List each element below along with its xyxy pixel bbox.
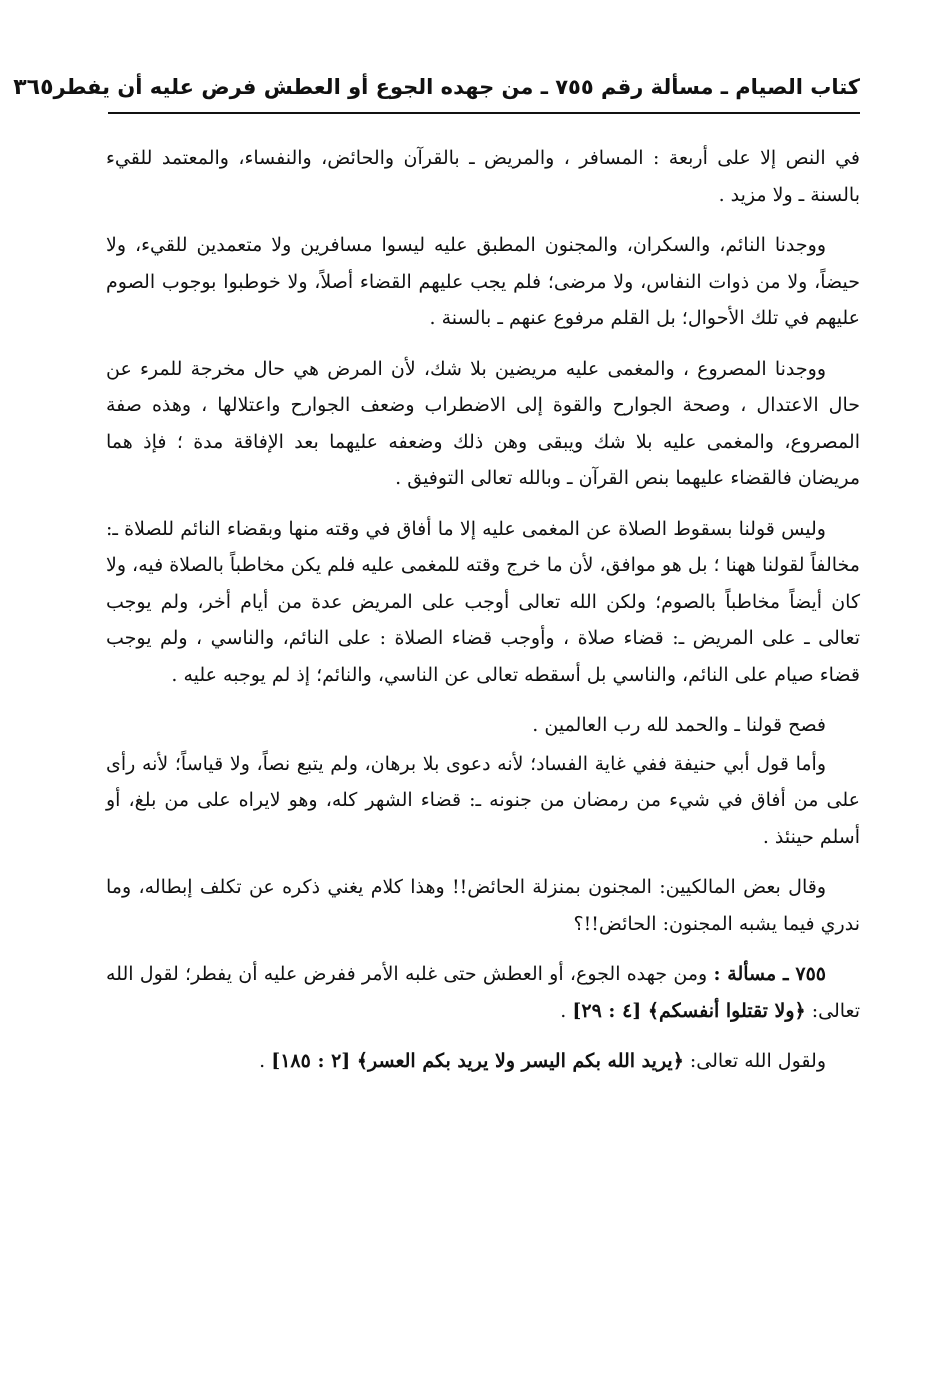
paragraph-7: وقال بعض المالكيين: المجنون بمنزلة الحائض!! وهذا كلام يغني ذكره عن تكلف إبطاله، وما ندري فيما يشبه المجنون: الحائض!!؟ xyxy=(106,876,860,935)
issue-label: ٧٥٥ ـ مسألة : xyxy=(713,963,826,985)
page-number: ٣٦٥ xyxy=(13,74,54,100)
closing-text: ولقول الله تعالى: xyxy=(683,1050,826,1072)
issue-text-end: . xyxy=(560,999,573,1022)
quran-verse-1: ﴿ولا تقتلوا أنفسكم﴾ [٤ : ٢٩] xyxy=(572,999,806,1022)
paragraph-5: فصح قولنا ـ والحمد لله رب العالمين . xyxy=(532,714,826,736)
closing-text-end: . xyxy=(259,1050,272,1072)
page-header xyxy=(13,62,860,114)
paragraph-1: في النص إلا على أربعة : المسافر ، والمريض ـ بالقرآن والحائض، والنفساء، والمعتمد للقيء بالسنة ـ ولا مزيد . xyxy=(106,147,860,206)
paragraph-3: ووجدنا المصروع ، والمغمى عليه مريضين بلا شك، لأن المرض هي حال مخرجة للمرء عن حال الاعتدال ، وصحة الجوارح والقوة إلى الاضطراب وضعف الجوارح واعتلالها ، وهذه صفة المصروع، والمغمى عليه بلا شك ويبقى وهن ذلك وضعفه عليهما بعد الإفاقة مدة ؛ فإذ هما مريضان فالقضاء عليهما بنص القرآن ـ وبالله تعالى التوفيق . xyxy=(106,357,860,489)
closing-paragraph xyxy=(106,1043,860,1080)
paragraph-6: وأما قول أبي حنيفة ففي غاية الفساد؛ لأنه دعوى بلا برهان، ولم يتبع نصاً، ولا قياساً؛ لأنه رأى على من أفاق في شيء من رمضان من جنونه ـ: قضاء الشهر كله، وهو لايراه على من بلغ، أو أسلم حينئذ . xyxy=(106,752,860,848)
issue-paragraph xyxy=(106,956,860,1029)
paragraph-2: ووجدنا النائم، والسكران، والمجنون المطبق عليه ليسوا مسافرين ولا متعمدين للقيء، ولا حيضاً، ولا من ذوات النفاس، ولا مرضى؛ فلم يجب عليهم القضاء أصلاً، ولا خوطبوا بوجوب الصوم عليهم في تلك الأحوال؛ بل القلم مرفوع عنهم ـ بالسنة . xyxy=(106,234,861,329)
issue-text: ومن جهده الجوع، أو العطش حتى غلبه الأمر ففرض عليه أن يفطر؛ لقول الله تعالى: xyxy=(106,963,860,1022)
body-text xyxy=(106,140,860,1335)
paragraph-4: وليس قولنا بسقوط الصلاة عن المغمى عليه إلا ما أفاق في وقته منها وبقضاء النائم للصلاة ـ: مخالفاً لقولنا ههنا ؛ بل هو موافق، لأن ما خرج وقته للمغمى عليه فلم يكن مخاطباً بالصلاة فيه، ولا كان أيضاً مخاطباً بالصوم؛ ولكن الله تعالى أوجب على المريض عدة من أيام أخر، ولم يوجب تعالى ـ على المريض ـ: قضاء صلاة ، وأوجب قضاء الصلاة : على النائم، والناسي ، ولم يوجب قضاء صيام على النائم، والناسي بل أسقطه تعالى عن الناسي، والنائم؛ إذ لم يوجبه عليه . xyxy=(106,517,860,686)
running-title: كتاب الصيام ـ مسألة رقم ٧٥٥ ـ من جهده الجوع أو العطش فرض عليه أن يفطر xyxy=(53,75,860,99)
quran-verse-2: ﴿يريد الله بكم اليسر ولا يريد بكم العسر﴾ [٢ : ١٨٥] xyxy=(271,1050,684,1072)
